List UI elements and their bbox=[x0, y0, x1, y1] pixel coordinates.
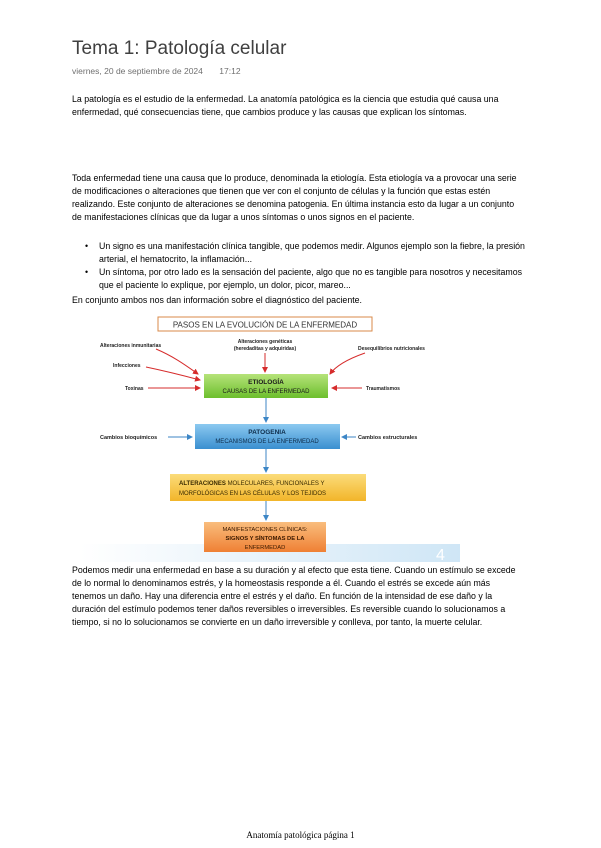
page-date: viernes, 20 de septiembre de 2024 bbox=[72, 66, 203, 76]
cause-nutricionales: Desequilibrios nutricionales bbox=[358, 346, 425, 352]
diagram-svg bbox=[80, 312, 460, 562]
cause-traumatismos: Traumatismos bbox=[366, 386, 400, 392]
cause-toxinas: Toxinas bbox=[125, 386, 144, 392]
arrow-nutricionales bbox=[330, 353, 365, 374]
cause-inmunitarias: Alteraciones inmunitarias bbox=[100, 343, 162, 349]
label-estructurales: Cambios estructurales bbox=[358, 435, 418, 441]
alteraciones-head: ALTERACIONES bbox=[179, 481, 226, 487]
slide-number: 4 bbox=[436, 547, 445, 562]
manifestaciones-line3: ENFERMEDAD bbox=[244, 545, 286, 551]
bullet-sintoma: • Un síntoma, por otro lado es la sensación del paciente, algo que no es tangible para nosotros y necesitamos que el paciente lo explique, por ejemplo, un dolor, picor, mareo... bbox=[85, 266, 525, 292]
paragraph-etiology: Toda enfermedad tiene una causa que lo produce, denominada la etiología. Esta etiología va a provocar una serie de modificaciones o alteraciones que tienen que ver con el conjunto de células y la función que estas estén realizando. Este conjunto de alteraciones se denomina patogenia. En última instancia esto da lugar a un conjunto de manifestaciones clínicas que da lugar a unos síntomas o unos signos en el paciente. bbox=[72, 173, 517, 222]
manifestaciones-line1: MANIFESTACIONES CLÍNICAS: bbox=[222, 527, 308, 533]
bullet-list bbox=[85, 240, 525, 292]
page-time: 17:12 bbox=[219, 66, 241, 76]
cause-geneticas-1: Alteraciones genéticas bbox=[237, 339, 293, 345]
cause-infecciones: Infecciones bbox=[113, 363, 141, 369]
paragraph-intro: La patología es el estudio de la enfermedad. La anatomía patológica es la ciencia que estudia qué causa una enfermedad, qué consecuencias tiene, que cambios produce y las causas que explican los síntomas. bbox=[72, 94, 499, 117]
alteraciones-line1 bbox=[179, 481, 324, 487]
page-meta bbox=[72, 66, 255, 76]
bullet-signo: • Un signo es una manifestación clínica tangible, que podemos medir. Algunos ejemplo son la fiebre, la presión arterial, el hematocrito, la inflamación... bbox=[85, 240, 525, 266]
disease-evolution-diagram bbox=[80, 312, 460, 562]
etiologia-sub: CAUSAS DE LA ENFERMEDAD bbox=[222, 389, 310, 395]
alteraciones-rest: MOLECULARES, FUNCIONALES Y bbox=[227, 481, 325, 487]
page-title: Tema 1: Patología celular bbox=[72, 38, 287, 59]
page-footer: Anatomía patológica página 1 bbox=[246, 830, 355, 840]
alteraciones-line2: MORFOLÓGICAS EN LAS CÉLULAS Y LOS TEJIDOS bbox=[179, 491, 327, 497]
cause-geneticas-2: (heredaditas y adquiridas) bbox=[233, 346, 297, 352]
arrow-infecciones bbox=[146, 367, 200, 380]
diagram-title: PASOS EN LA EVOLUCIÓN DE LA ENFERMEDAD bbox=[172, 320, 358, 330]
box-patogenia bbox=[195, 424, 340, 449]
patogenia-sub: MECANISMOS DE LA ENFERMEDAD bbox=[215, 439, 319, 445]
manifestaciones-line2: SIGNOS Y SÍNTOMAS DE LA bbox=[225, 536, 305, 542]
etiologia-head: ETIOLOGÍA bbox=[248, 379, 284, 386]
patogenia-head: PATOGENIA bbox=[248, 429, 286, 436]
label-bioquimicos: Cambios bioquímicos bbox=[100, 435, 158, 441]
paragraph-summary: En conjunto ambos nos dan información sobre el diagnóstico del paciente. bbox=[72, 295, 362, 305]
paragraph-damage: Podemos medir una enfermedad en base a su duración y al efecto que esta tiene. Cuando un estímulo se excede de lo normal lo denominamos estrés, y la homeostasis responde a él. Cuando el estrés se excede aún más tenemos un daño. Hay una diferencia entre el estrés y el daño. En función de la intensidad de ese daño y la duración del estímulo podemos tener daños reversibles o irreversibles. Es reversible cuando lo solucionamos a tiempo, si no lo solucionamos se convierte en un daño irreversible y conlleva, por tanto, la muerte celular. bbox=[72, 565, 516, 627]
